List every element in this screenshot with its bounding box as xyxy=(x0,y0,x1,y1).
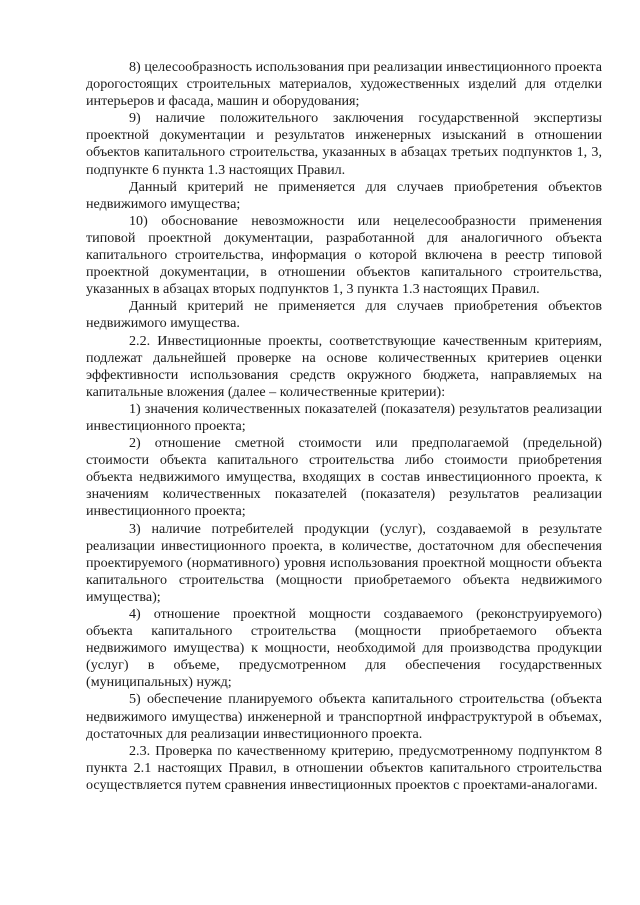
paragraph-quantitative-1: 1) значения количественных показателей (показателя) результатов реализации инвестиционного проекта; xyxy=(86,400,602,434)
paragraph-criterion-8: 8) целесообразность использования при реализации инвестиционного проекта дорогостоящих строительных материалов, художественных изделий для отделки интерьеров и фасада, машин и оборудования; xyxy=(86,59,602,110)
paragraph-criterion-9: 9) наличие положительного заключения государственной экспертизы проектной документации и результатов инженерных изысканий в отношении объектов капитального строительства, указанных в абзацах третьих подпунктов 1, 3, подпункте 6 пункта 1.3 настоящих Правил. xyxy=(86,110,602,178)
paragraph-quantitative-4: 4) отношение проектной мощности создаваемого (реконструируемого) объекта капитального строительства (мощности приобретаемого объекта недвижимого имущества) к мощности, необходимой для производства продукции (услуг) в объеме, предусмотренном для обеспечения государственных (муниципальных) нужд; xyxy=(86,606,602,691)
paragraph-criterion-10-note: Данный критерий не применяется для случаев приобретения объектов недвижимого имущества. xyxy=(86,298,602,332)
paragraph-criterion-9-note: Данный критерий не применяется для случаев приобретения объектов недвижимого имущества; xyxy=(86,178,602,212)
paragraph-quantitative-3: 3) наличие потребителей продукции (услуг), создаваемой в результате реализации инвестиционного проекта, в количестве, достаточном для обеспечения проектируемого (нормативного) уровня использования проектной мощности объекта капитального строительства (мощности приобретаемого объекта недвижимого имущества); xyxy=(86,520,602,605)
paragraph-section-2-2: 2.2. Инвестиционные проекты, соответствующие качественным критериям, подлежат дальнейшей проверке на основе количественных критериев оценки эффективности использования средств окружного бюджета, направляемых на капитальные вложения (далее – количественные критерии): xyxy=(86,332,602,400)
paragraph-section-2-3: 2.3. Проверка по качественному критерию, предусмотренному подпунктом 8 пункта 2.1 настоящих Правил, в отношении объектов капитального строительства осуществляется путем сравнения инвестиционных проектов с проектами-аналогами. xyxy=(86,742,602,793)
paragraph-quantitative-2: 2) отношение сметной стоимости или предполагаемой (предельной) стоимости объекта капитального строительства либо стоимости приобретения объекта недвижимого имущества, входящих в состав инвестиционного проекта, к значениям количественных показателей (показателя) результатов реализации инвестиционного проекта; xyxy=(86,435,602,520)
document-body xyxy=(86,59,602,794)
paragraph-quantitative-5: 5) обеспечение планируемого объекта капитального строительства (объекта недвижимого имущества) инженерной и транспортной инфраструктурой в объемах, достаточных для реализации инвестиционного проекта. xyxy=(86,691,602,742)
paragraph-criterion-10: 10) обоснование невозможности или нецелесообразности применения типовой проектной документации, разработанной для аналогичного объекта капитального строительства, информация о которой включена в реестр типовой проектной документации, в отношении объектов капитального строительства, указанных в абзацах вторых подпунктов 1, 3 пункта 1.3 настоящих Правил. xyxy=(86,212,602,298)
